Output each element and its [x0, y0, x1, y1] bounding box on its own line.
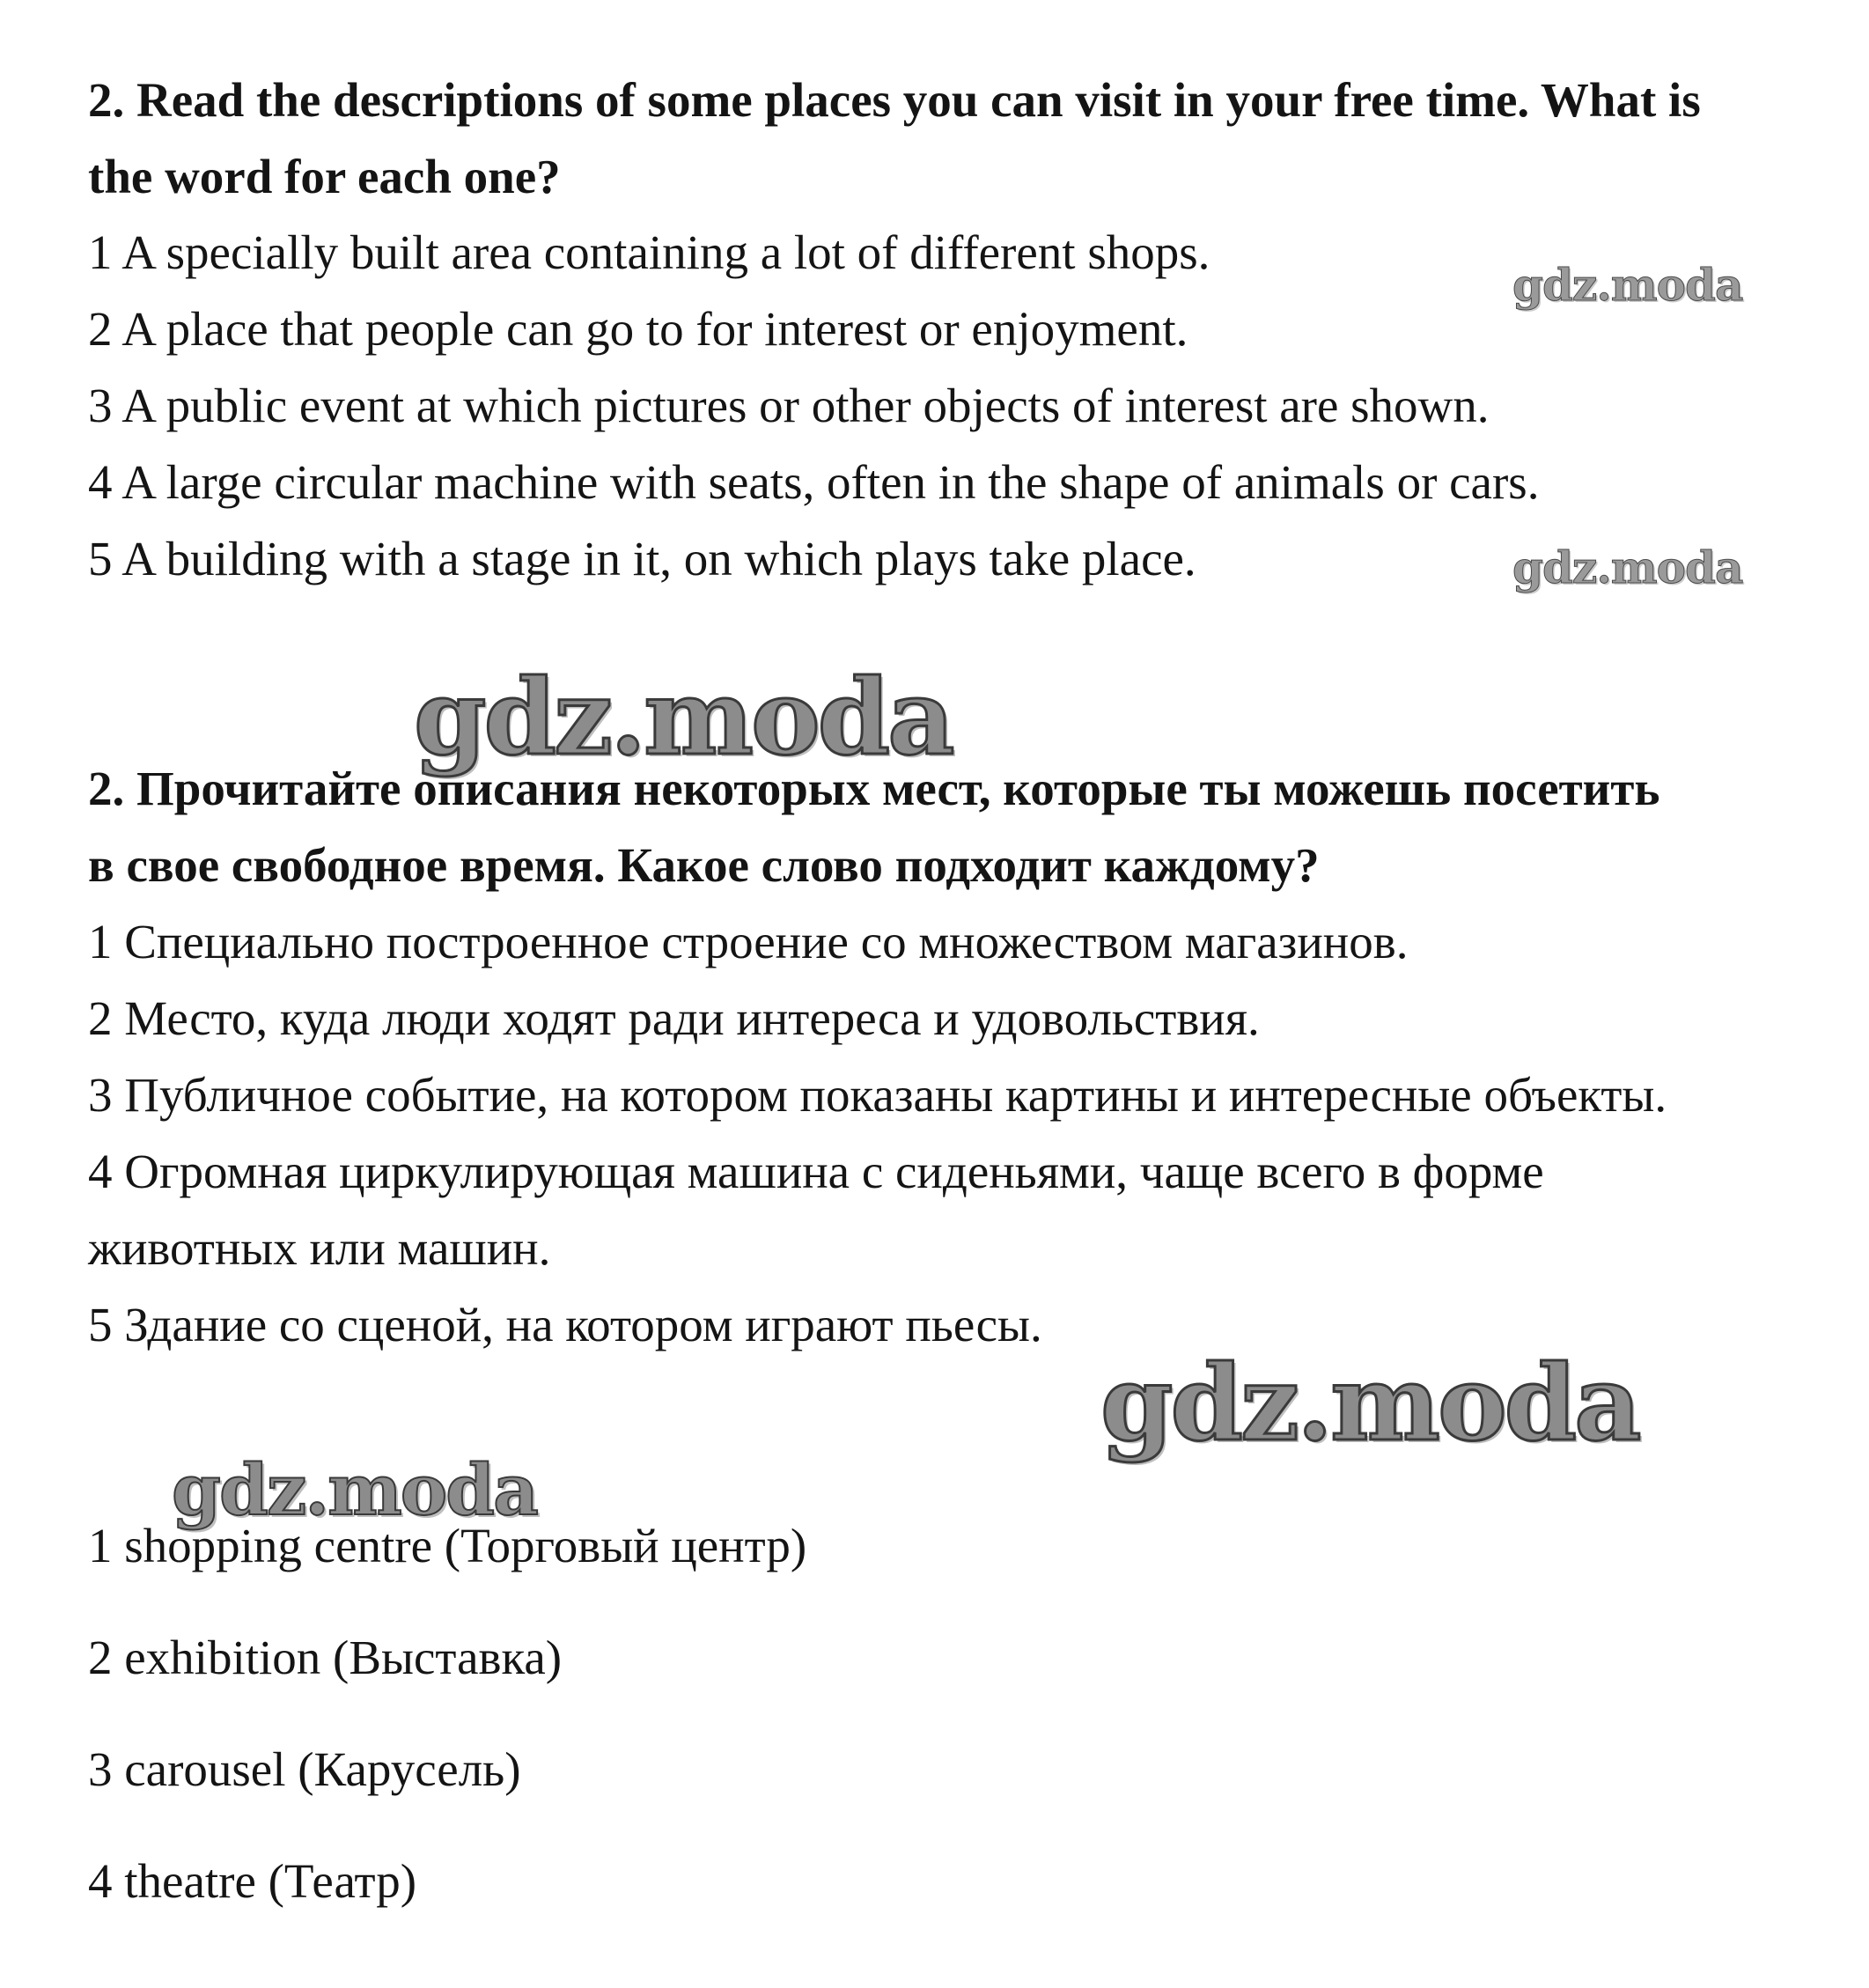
watermark-4: gdz.moda [1100, 1342, 1639, 1464]
en-item-5: 5 A building with a stage in it, on which plays take place. [88, 532, 1196, 585]
watermark-2: gdz.moda [1512, 541, 1743, 593]
en-task-title-line-1: 2. Read the descriptions of some places you can visit in your free time. What is [88, 73, 1701, 127]
en-item-4: 4 A large circular machine with seats, often in the shape of animals or cars. [88, 455, 1540, 509]
answer-1: 1 shopping centre (Торговый центр) [88, 1519, 807, 1572]
ru-item-2: 2 Место, куда люди ходят ради интереса и удовольствия. [88, 991, 1260, 1045]
ru-item-1: 1 Специально построенное строение со множеством магазинов. [88, 915, 1409, 968]
en-item-3: 3 A public event at which pictures or other objects of interest are shown. [88, 379, 1490, 432]
ru-task-title-line-2: в свое свободное время. Какое слово подходит каждому? [88, 838, 1320, 892]
watermark-5: gdz.moda [172, 1448, 537, 1531]
answer-2: 2 exhibition (Выставка) [88, 1631, 563, 1684]
ru-item-3: 3 Публичное событие, на котором показаны картины и интересные объекты. [88, 1068, 1667, 1122]
ru-item-4-continued: животных или машин. [88, 1221, 551, 1275]
answer-3: 3 carousel (Карусель) [88, 1742, 521, 1796]
watermark-1: gdz.moda [1512, 259, 1743, 311]
watermark-3: gdz.moda [414, 656, 953, 778]
ru-task-title-line-1: 2. Прочитайте описания некоторых мест, которые ты можешь посетить [88, 762, 1660, 815]
ru-item-4: 4 Огромная циркулирующая машина с сиденьями, чаще всего в форме [88, 1145, 1544, 1198]
ru-item-5: 5 Здание со сценой, на котором играют пьесы. [88, 1298, 1042, 1351]
en-task-title-line-2: the word for each one? [88, 150, 561, 203]
answer-4: 4 theatre (Театр) [88, 1854, 417, 1908]
en-item-2: 2 A place that people can go to for interest or enjoyment. [88, 302, 1188, 356]
en-item-1: 1 A specially built area containing a lot of different shops. [88, 225, 1210, 279]
